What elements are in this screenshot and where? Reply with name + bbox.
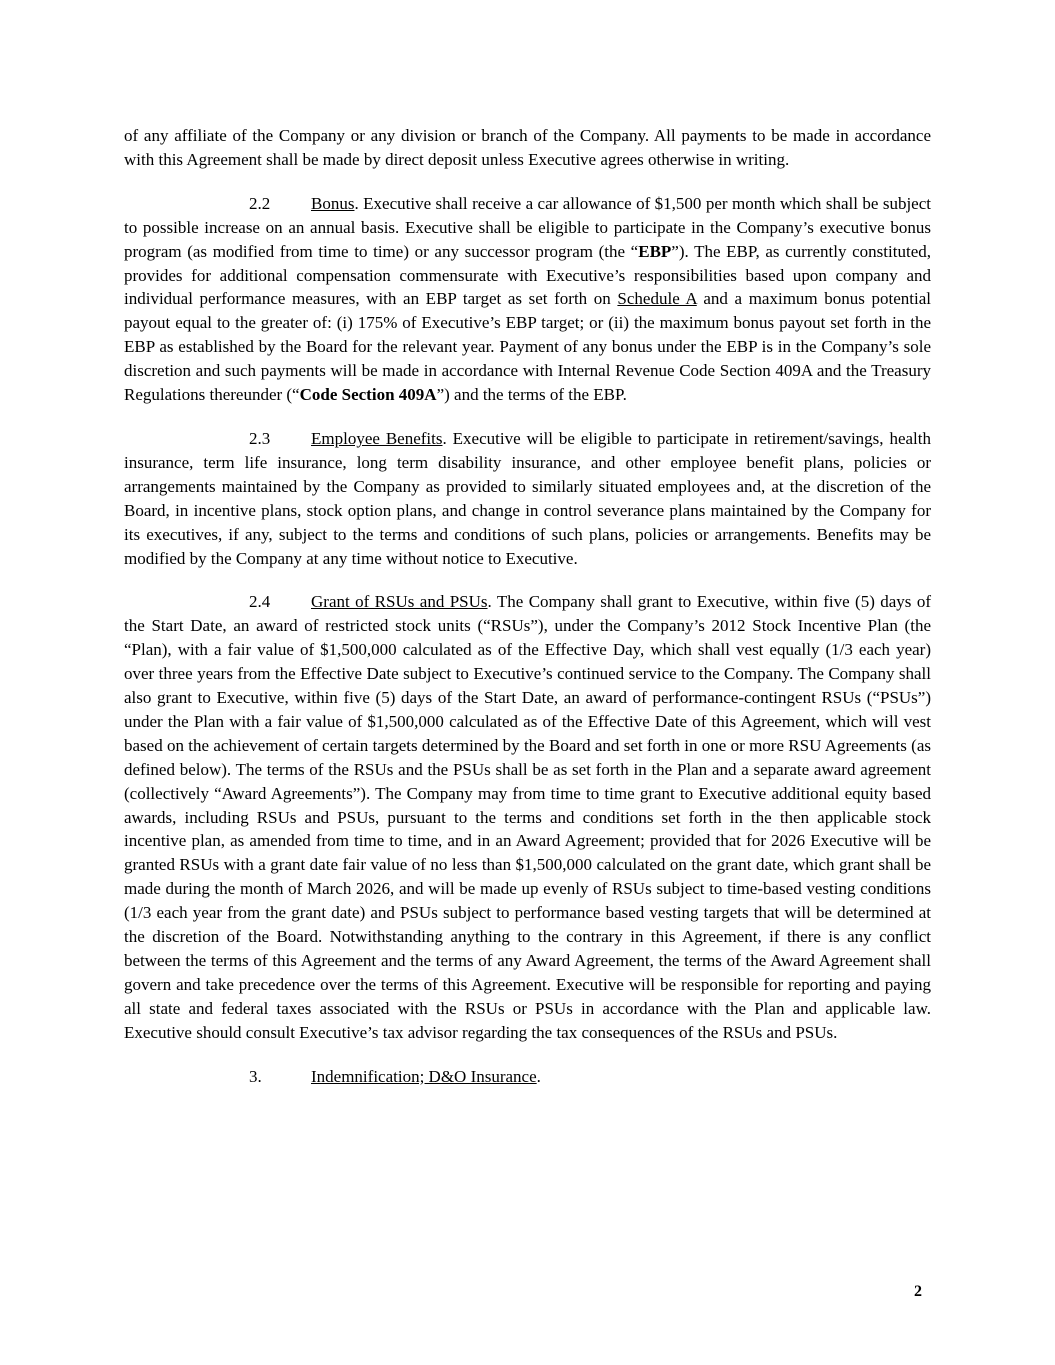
section-2-4-title: Grant of RSUs and PSUs	[311, 592, 488, 612]
section-2-2-text-3: and a maximum bonus potential payout equal to the greater of: (i) 175% of Executive’s EBP target; or (ii) the maximum bonus payout set forth in the EBP as established by the Board for the relevant year. Payment of any bonus under the EBP is in the Company’s sole discretion and such payments will be made in accordance with Internal Revenue Code Section 409A and the Treasury Regulations thereunder (“	[124, 289, 931, 405]
section-2-3-number: 2.3	[249, 428, 271, 448]
document-page	[124, 124, 931, 1109]
ebp-defined-term: EBP	[638, 241, 672, 261]
section-2-3-title: Employee Benefits	[311, 428, 443, 448]
intro-paragraph: of any affiliate of the Company or any division or branch of the Company. All payments to be made in accordance with this Agreement shall be made by direct deposit unless Executive agrees otherwise in writing.	[124, 126, 931, 169]
section-2-2-text-4: ”) and the terms of the EBP.	[436, 385, 627, 405]
section-2-2-paragraph	[124, 192, 931, 407]
section-2-2-title: Bonus	[311, 193, 355, 213]
section-2-4-text: . The Company shall grant to Executive, within five (5) days of the Start Date, an award of restricted stock units (“RSUs”), under the Company’s 2012 Stock Incentive Plan (the “Plan), with a fair value of $1,500,000 calculated as of the Effective Day, which shall vest equally (1/3 each year) over three years from the Effective Date subject to Executive’s continued service to the Company. The Company shall also grant to Executive, within five (5) days of the Start Date, an award of performance-contingent RSUs (“PSUs”) under the Plan with a fair value of $1,500,000 calculated as of the Effective Date of this Agreement, which will vest based on the achievement of certain targets determined by the Board and set forth in one or more RSU Agreements (as defined below). The terms of the RSUs and the PSUs shall be as set forth in the Plan and a separate award agreement (collectively “Award Agreements”). The Company may from time to time grant to Executive additional equity based awards, including RSUs and PSUs, pursuant to the terms and conditions set forth in the then applicable stock incentive plan, as amended from time to time, and in an Award Agreement; provided that for 2026 Executive will be granted RSUs with a grant date fair value of no less than $1,500,000 calculated on the grant date, which grant shall be made during the month of March 2026, and will be made up evenly of RSUs subject to time-based vesting conditions (1/3 each year from the grant date) and PSUs subject to performance based vesting targets that will be determined at the discretion of the Board. Notwithstanding anything to the contrary in this Agreement, if there is any conflict between the terms of this Agreement and the terms of any Award Agreement, the terms of the Award Agreement shall govern and take precedence over the terms of this Agreement. Executive will be responsible for reporting and paying all state and federal taxes associated with the RSUs or PSUs in accordance with the Plan and applicable law. Executive should consult Executive’s tax advisor regarding the tax consequences of the RSUs and PSUs.	[124, 592, 931, 1042]
section-2-2-text-1: . Executive shall receive a car allowance of $1,500 per month which shall be subject to possible increase on an annual basis. Executive shall be eligible to participate in the Company’s executive bonus program (as modified from time to time) or any successor program (the “	[124, 193, 931, 261]
section-2-4-number: 2.4	[249, 592, 271, 612]
code-section-409a-defined-term: Code Section 409A	[299, 385, 437, 405]
section-3-title: Indemnification; D&O Insurance	[311, 1066, 537, 1086]
section-2-2-text-2: ”). The EBP, as currently constituted, provides for additional compensation commensurate with Executive’s responsibilities based upon company and individual performance measures, with an EBP target as set forth on	[124, 241, 931, 309]
section-2-3-paragraph	[124, 427, 931, 570]
section-2-4-paragraph	[124, 590, 931, 1044]
section-2-3-text: . Executive will be eligible to participate in retirement/savings, health insurance, term life insurance, long term disability insurance, and other employee benefit plans, policies or arrangements maintained by the Company as provided to similarly situated employees and, at the discretion of the Board, in incentive plans, stock option plans, and change in control severance plans maintained by the Company for its executives, if any, subject to the terms and conditions of such plans, policies or arrangements. Benefits may be modified by the Company at any time without notice to Executive.	[124, 428, 931, 568]
section-3-number: 3.	[249, 1066, 262, 1086]
section-3-trailing: .	[536, 1066, 541, 1086]
page-number: 2	[914, 1283, 922, 1300]
schedule-a-reference: Schedule A	[617, 289, 697, 309]
section-3-heading	[124, 1065, 931, 1089]
section-2-2-number: 2.2	[249, 193, 271, 213]
